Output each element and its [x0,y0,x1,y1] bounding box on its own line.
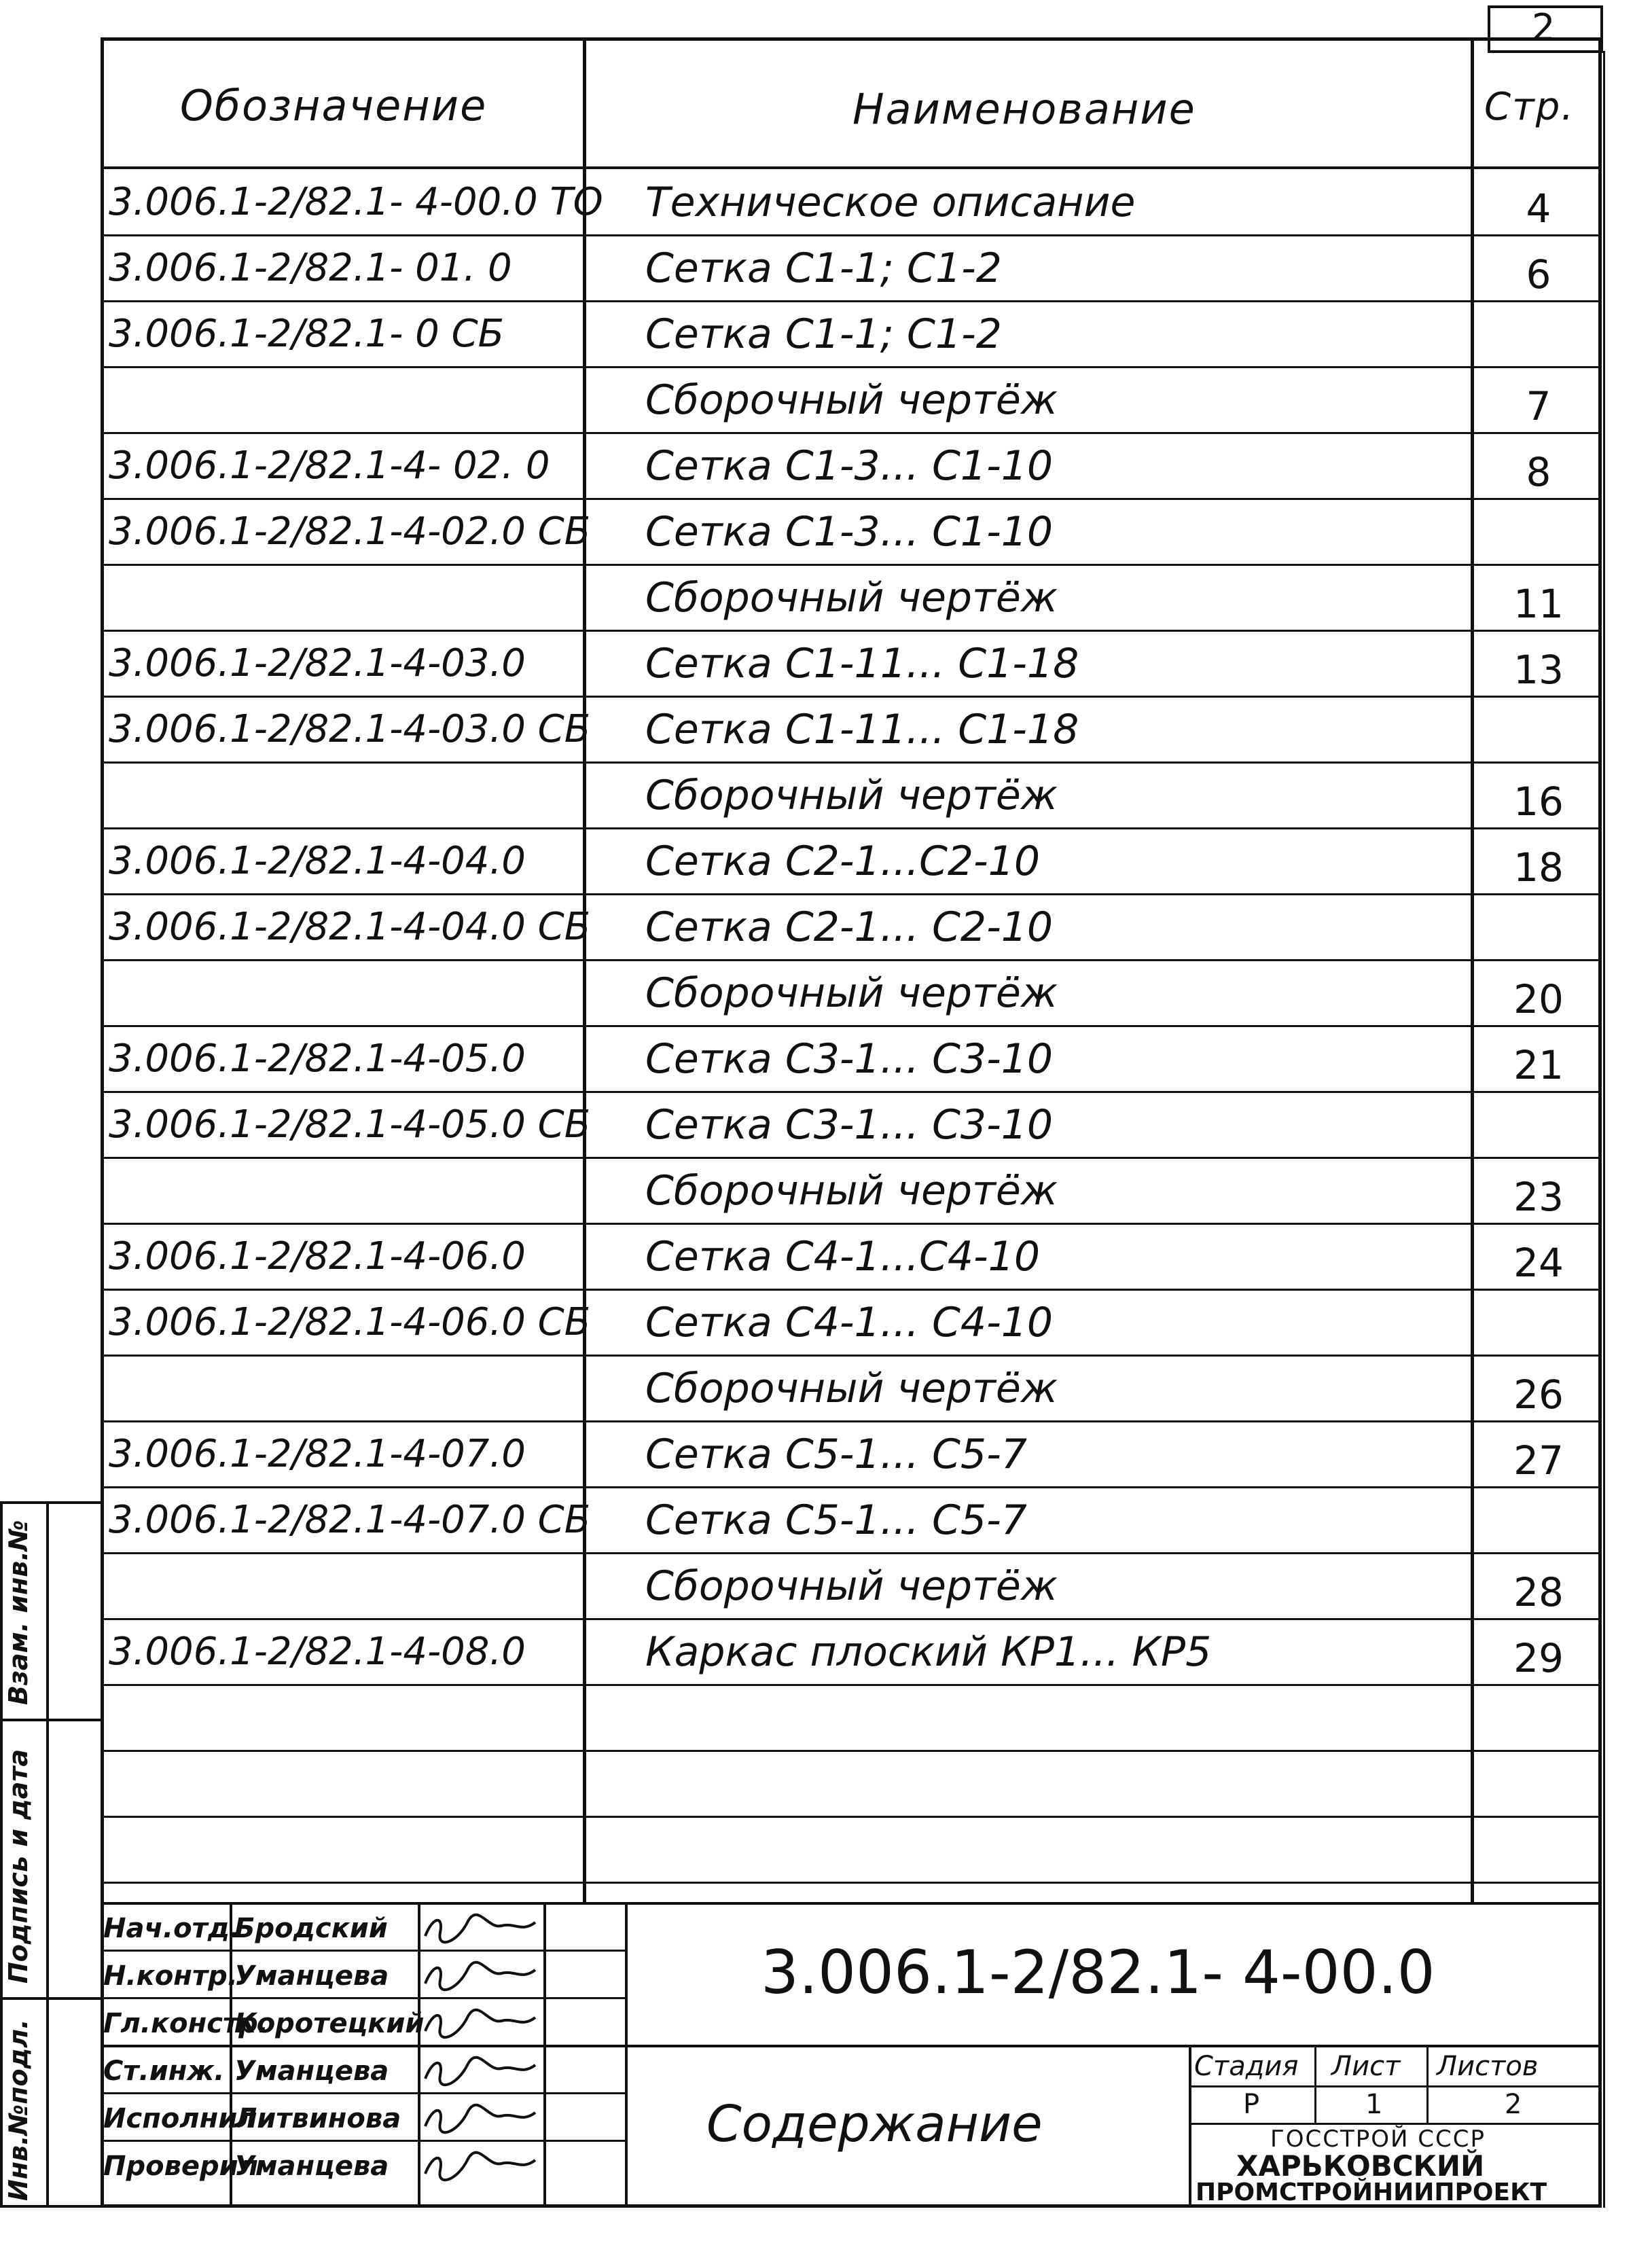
row-page: 24 [1513,1240,1564,1286]
row-page: 8 [1526,449,1551,495]
tb-stage-col-2 [1426,2045,1429,2123]
signature-name: Уманцева [234,2151,389,2182]
signature-stroke [425,2105,535,2132]
row-name: Сетка С1-3... С1-10 [645,442,1054,490]
row-divider [101,696,1602,698]
row-code: 3.006.1-2/82.1-4-06.0 [109,1234,526,1278]
sheet-label: Лист [1331,2051,1401,2082]
signature-role: Н.контр. [103,1960,238,1992]
row-divider [101,498,1602,500]
sheet-number: 2 [1532,6,1556,49]
row-code: 3.006.1-2/82.1-4-03.0 [109,641,526,685]
row-code: 3.006.1-2/82.1-4-07.0 [109,1432,526,1476]
tb-col-4 [625,1902,628,2208]
row-divider [101,432,1602,434]
header-designation: Обозначение [180,81,488,130]
org-line-2: ХАРЬКОВСКИЙ [1236,2149,1485,2183]
row-name: Сборочный чертёж [645,969,1058,1017]
sheets-label: Листов [1437,2051,1539,2082]
row-name: Сборочный чертёж [645,574,1058,622]
row-divider [101,761,1602,764]
row-page: 23 [1513,1174,1564,1220]
row-page: 4 [1526,185,1551,232]
org-line-1: ГОССТРОЙ СССР [1270,2126,1486,2153]
row-name: Сетка С2-1... С2-10 [645,903,1054,951]
tb-stage-divider [1189,2045,1191,2208]
row-code: 3.006.1-2/82.1-4-04.0 [109,839,526,883]
row-divider [101,366,1602,368]
row-page: 27 [1513,1437,1564,1484]
row-page: 20 [1513,976,1564,1022]
signature-role: Проверил [103,2151,258,2182]
signature-stroke [425,1915,535,1942]
col-divider-1 [583,37,586,1902]
row-code: 3.006.1-2/82.1-4- 02. 0 [109,444,550,488]
row-page: 7 [1526,383,1551,429]
row-divider [101,1618,1602,1620]
row-name: Сборочный чертёж [645,1167,1058,1215]
row-name: Сборочный чертёж [645,1365,1058,1412]
row-name: Сборочный чертёж [645,1562,1058,1610]
tb-row-5 [101,2140,627,2142]
row-name: Каркас плоский КР1... КР5 [645,1628,1212,1676]
row-divider [101,1157,1602,1159]
row-name: Сетка С1-1; С1-2 [645,245,1002,292]
signature-stroke [425,2010,535,2037]
tb-stage-line-2 [1189,2123,1602,2125]
row-divider [101,827,1602,829]
handwritten-signature [420,1956,542,1997]
row-divider [101,1882,1602,1884]
handwritten-signature [420,2099,542,2140]
row-page: 11 [1513,581,1564,627]
row-name: Сетка С1-3... С1-10 [645,508,1054,556]
row-name: Сетка С1-11... С1-18 [645,706,1079,753]
tb-stage-line-1 [1189,2085,1602,2087]
row-code: 3.006.1-2/82.1-4-05.0 [109,1037,526,1081]
header-name: Наименование [852,84,1196,134]
sheet-value: 1 [1365,2089,1383,2120]
row-page: 21 [1513,1042,1564,1088]
row-code: 3.006.1-2/82.1- 0 СБ [109,312,505,356]
row-divider [101,1420,1602,1422]
signature-name: Бродский [234,1913,388,1944]
side-replace-inv: Взам. инв.№ [3,1520,33,1705]
side-stamp-line-1 [0,1719,104,1721]
signature-stroke [425,1962,535,1990]
row-name: Сборочный чертёж [645,772,1058,819]
signature-stroke [425,2058,535,2085]
row-page: 16 [1513,778,1564,825]
row-name: Сетка С3-1... С3-10 [645,1101,1054,1149]
tb-row-2 [101,1997,627,1999]
row-name: Сетка С5-1... С5-7 [645,1431,1027,1478]
signature-role: Исполнил [103,2103,257,2134]
signature-name: Коротецкий [234,2008,425,2039]
signature-name: Литвинова [234,2103,401,2134]
side-stamp-line-2 [0,1997,104,2000]
right-edge-line [1603,51,1605,2208]
side-stamp-divider [46,1501,49,2208]
handwritten-signature [420,2051,542,2092]
row-name: Сетка С1-1; С1-2 [645,310,1002,358]
row-divider [101,959,1602,961]
row-page: 28 [1513,1569,1564,1615]
handwritten-signature [420,2004,542,2045]
row-divider [101,1816,1602,1818]
stage-value: Р [1243,2089,1260,2120]
row-name: Техническое описание [645,179,1136,226]
row-divider [101,1289,1602,1291]
row-page: 18 [1513,844,1564,891]
row-code: 3.006.1-2/82.1-4-06.0 СБ [109,1300,591,1344]
row-divider [101,630,1602,632]
row-name: Сетка С3-1... С3-10 [645,1035,1054,1083]
row-divider [101,1223,1602,1225]
row-code: 3.006.1-2/82.1-4-03.0 СБ [109,707,591,751]
handwritten-signature [420,2147,542,2187]
row-divider [101,300,1602,302]
signature-name: Уманцева [234,2056,389,2087]
tb-stage-col-1 [1314,2045,1316,2123]
row-divider [101,1025,1602,1027]
row-divider [101,1486,1602,1488]
row-divider [101,1091,1602,1093]
tb-col-3 [543,1902,546,2208]
row-code: 3.006.1-2/82.1-4-07.0 СБ [109,1498,591,1542]
row-divider [101,1684,1602,1686]
row-code: 3.006.1-2/82.1- 4-00.0 ТО [109,180,603,224]
header-divider [101,166,1602,169]
title-block-top [101,1902,1602,1905]
col-divider-2 [1471,37,1474,1902]
row-name: Сетка С2-1...С2-10 [645,838,1041,885]
side-sign-date: Подпись и дата [3,1749,33,1984]
row-divider [101,234,1602,236]
header-page: Стр. [1484,85,1575,129]
doc-code: 3.006.1-2/82.1- 4-00.0 [761,1937,1435,2007]
row-page: 29 [1513,1635,1564,1681]
signature-stroke [425,2153,535,2180]
row-divider [101,1552,1602,1554]
signature-name: Уманцева [234,1960,389,1992]
signature-role: Ст.инж. [103,2056,225,2087]
signature-role: Нач.отд. [103,1913,240,1944]
stage-label: Стадия [1194,2051,1299,2082]
row-divider [101,564,1602,566]
row-name: Сетка С4-1...С4-10 [645,1233,1041,1280]
row-page: 26 [1513,1372,1564,1418]
signature-role: Гл.констр. [103,2008,268,2039]
row-name: Сетка С4-1... С4-10 [645,1299,1054,1346]
row-divider [101,1355,1602,1357]
row-divider [101,893,1602,895]
doc-title: Содержание [706,2095,1043,2153]
tb-row-3 [101,2045,1602,2047]
row-code: 3.006.1-2/82.1-4-05.0 СБ [109,1102,591,1147]
org-line-3: ПРОМСТРОЙНИИПРОЕКТ [1196,2179,1547,2206]
tb-row-4 [101,2092,627,2094]
sheets-value: 2 [1505,2089,1522,2120]
row-code: 3.006.1-2/82.1- 01. 0 [109,246,512,290]
row-name: Сетка С1-11... С1-18 [645,640,1079,687]
row-code: 3.006.1-2/82.1-4-08.0 [109,1630,526,1674]
tb-row-1 [101,1950,627,1952]
row-page: 6 [1526,251,1551,298]
side-inv-orig: Инв.№подл. [3,2019,33,2201]
row-divider [101,1750,1602,1752]
row-code: 3.006.1-2/82.1-4-04.0 СБ [109,905,591,949]
row-name: Сборочный чертёж [645,376,1058,424]
row-page: 13 [1513,647,1564,693]
row-name: Сетка С5-1... С5-7 [645,1496,1027,1544]
handwritten-signature [420,1909,542,1950]
row-code: 3.006.1-2/82.1-4-02.0 СБ [109,509,591,554]
